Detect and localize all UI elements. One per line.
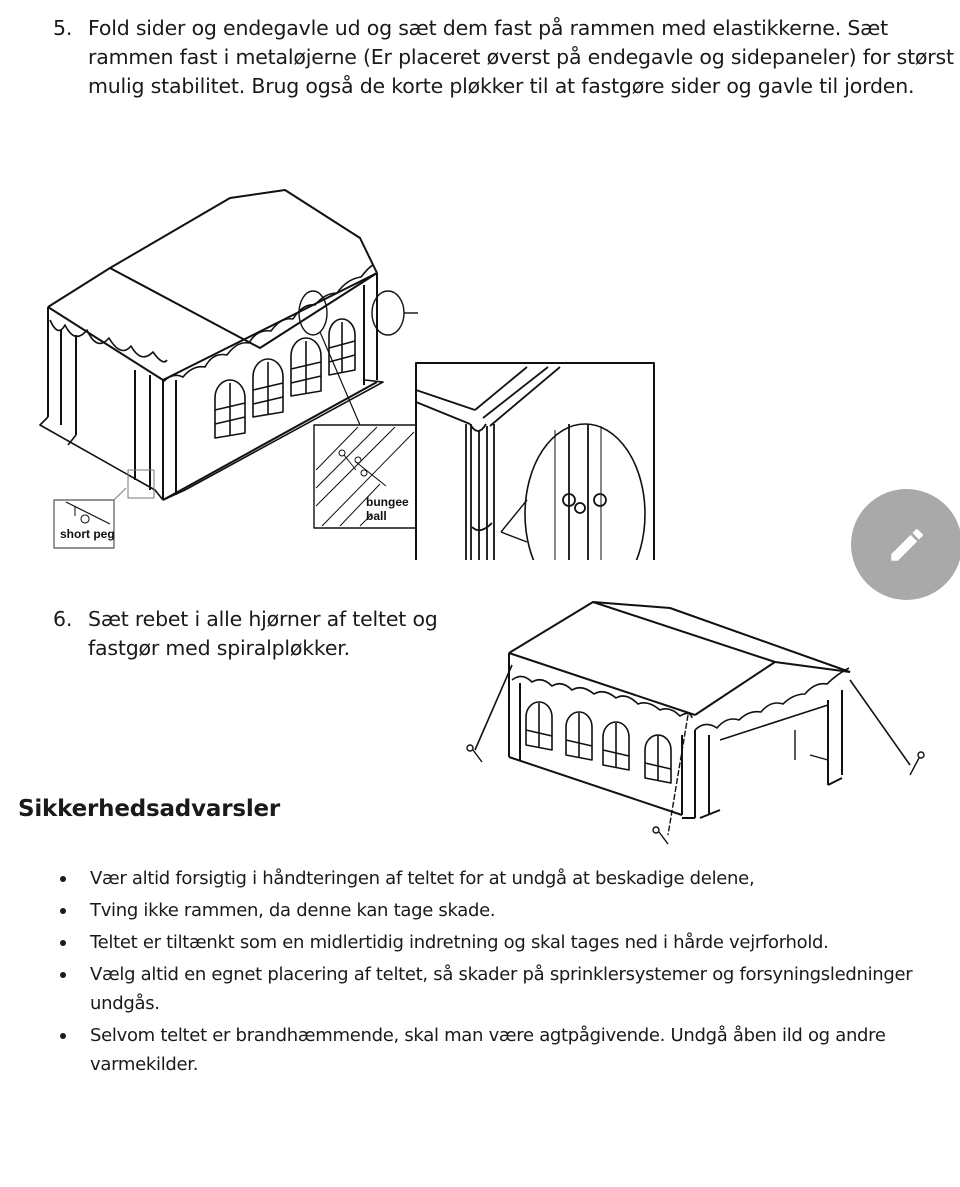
safety-item bbox=[60, 1021, 940, 1079]
bungee-label-line1: bungee bbox=[366, 495, 409, 509]
safety-item-text: Tving ikke rammen, da denne kan tage skade. bbox=[90, 900, 496, 921]
safety-item-text: Teltet er tiltænkt som en midlertidig indretning og skal tages ned i hårde vejrforhold. bbox=[90, 932, 829, 953]
bullet-icon bbox=[60, 1033, 66, 1039]
safety-item bbox=[60, 960, 940, 1018]
bullet-icon bbox=[60, 876, 66, 882]
edit-button[interactable] bbox=[851, 489, 960, 600]
safety-item bbox=[60, 928, 940, 957]
tent-guy-rope-illustration bbox=[450, 590, 960, 850]
step-number: 6. bbox=[53, 607, 73, 631]
bullet-icon bbox=[60, 908, 66, 914]
safety-item bbox=[60, 896, 940, 925]
bungee-label-line2: ball bbox=[366, 509, 387, 523]
bullet-icon bbox=[60, 972, 66, 978]
safety-list bbox=[60, 864, 940, 1082]
safety-item-text: Vælg altid en egnet placering af teltet, så skader på sprinklersystemer og forsyningsledninger undgås. bbox=[90, 964, 913, 1014]
step-text: Fold sider og endegavle ud og sæt dem fast på rammen med elastikkerne. Sæt rammen fast i metaløjerne (Er placeret øverst på endegavle og sidepaneler) for størst mulig stabilitet. Brug også de korte pløkker til at fastgøre sider og gavle til jorden. bbox=[88, 16, 954, 98]
short-peg-label: short peg bbox=[60, 527, 115, 541]
safety-item bbox=[60, 864, 940, 893]
safety-heading: Sikkerhedsadvarsler bbox=[18, 796, 281, 822]
safety-item-text: Selvom teltet er brandhæmmende, skal man være agtpågivende. Undgå åben ild og andre varmekilder. bbox=[90, 1025, 886, 1075]
bungee-ball-label bbox=[366, 495, 409, 523]
step-text: Sæt rebet i alle hjørner af teltet og fastgør med spiralpløkker. bbox=[88, 607, 438, 660]
pencil-icon bbox=[886, 524, 928, 566]
safety-item-text: Vær altid forsigtig i håndteringen af teltet for at undgå at beskadige delene, bbox=[90, 868, 755, 889]
step-number: 5. bbox=[53, 16, 73, 40]
bullet-icon bbox=[60, 940, 66, 946]
